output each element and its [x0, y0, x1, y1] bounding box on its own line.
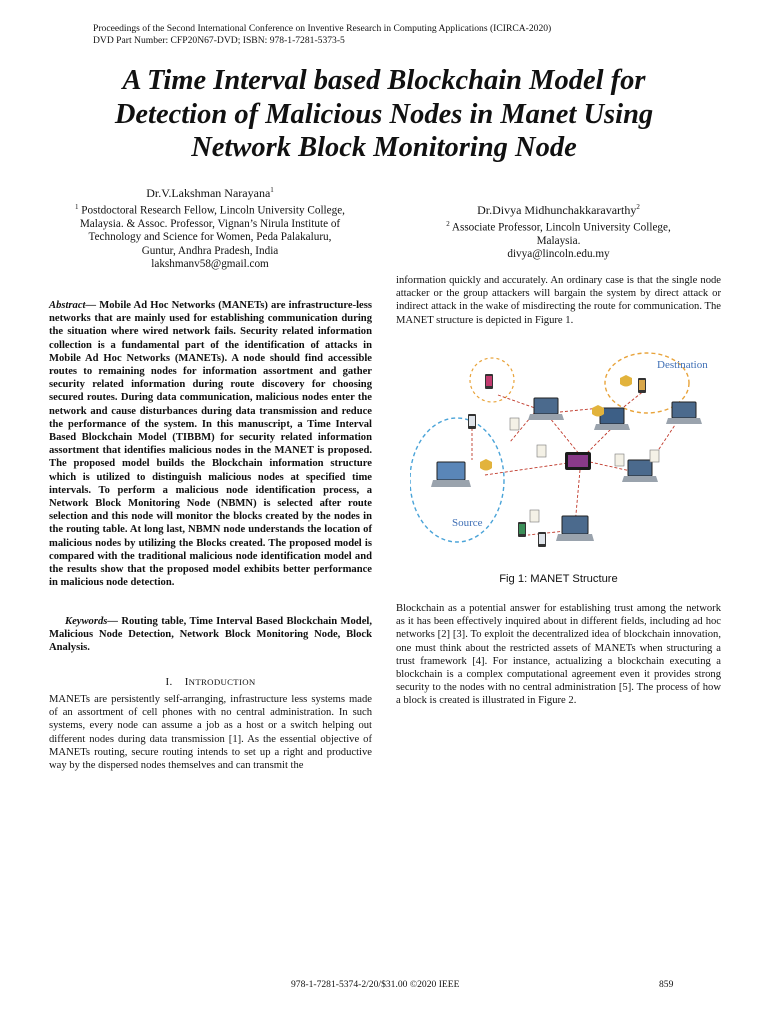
- phone-icon: [468, 414, 476, 429]
- phone-icon: [538, 532, 546, 547]
- author-2-name: Dr.Divya Midhunchakkaravarthy$^2$: [477, 203, 640, 217]
- phone-icon: [485, 374, 493, 389]
- paper-title: [40, 64, 728, 165]
- abstract: [49, 299, 372, 589]
- introduction-text: MANETs are persistently self-arranging, infrastructure less systems made of an assortment of cell phones with no central administration. In such systems, every node can assume a job as a host or a switch helping out different nodes during data transmission [1]. As the essential objective of MANETs routing, secure routing intends to set up a right and productive way by the dispersed nodes themselves and can transmit the: [49, 694, 372, 772]
- laptop-icon: [431, 462, 471, 487]
- laptop-icon: [556, 516, 594, 541]
- right-column-paragraph-2: Blockchain as a potential answer for establishing trust among the network as it has been effectively inquired about in different fields, including ad hoc networks [2] [3]. To exploit the decentralized idea of blockchain innovation, one must think about the restricted assets of MANETs when structuring a trust framework [4]. For instance, actualizing a blockchain executing a blockchain is a complex computational agreement even it provides strong security to the nodes with no central administration [5]. The process of how a block is created is illustrated in Figure 2.: [396, 603, 721, 707]
- section-heading-introduction: I. INTRODUCTION: [165, 676, 256, 688]
- laptop-icon: [666, 402, 702, 424]
- header-line-2: DVD Part Number: CFP20N67-DVD; ISBN: 978-1-7281-5373-5: [93, 35, 345, 46]
- author-1-affiliation-4: Guntur, Andhra Pradesh, India: [141, 244, 279, 257]
- abstract-text: Mobile Ad Hoc Networks (MANETs) are infrastructure-less networks that are mainly used for establishing communication during the situation where wired network fails. Security related information collection is a fundamental part of the identification of attacks in Mobile Ad Hoc Networks (MANETs). A node should find accessible routes to remaining nodes for information assortment and gather security related information during route discovery for choosing secured routes. During data communication, malicious nodes enter the network and cause disturbances during data transmission and reduce the performance of the system. In this manuscript, a Time Interval Based Blockchain Model (TIBBM) for security related information assortment that identifies malicious nodes in the MANET is proposed. The proposed model builds the Blockchain information structure which is utilized to distinguish malicious nodes at specified time intervals. To perform a malicious node identification process, a Network Block Monitoring Node (NBMN) is selected after route selection and this node will monitor the blocks created by the nodes in the routing table. At long last, NBMN node understands the location of malicious nodes by utilizing the Blocks created. The proposed model is compared with the traditional malicious node identification model and the results show that the proposed model exhibits better performance in malicious node detection.: [49, 300, 372, 589]
- laptop-icon: [622, 460, 658, 482]
- author-2-email[interactable]: divya@lincoln.edu.my: [507, 248, 610, 261]
- footer-isbn: 978-1-7281-5374-2/20/$31.00 ©2020 IEEE: [291, 979, 460, 990]
- title-line-3: Network Block Monitoring Node: [191, 132, 577, 163]
- conference-header: [93, 23, 551, 47]
- author-1-affiliation-2: Malaysia. & Assoc. Professor, Vignan’s Nirula Institute of: [79, 217, 341, 230]
- title-line-2: Detection of Malicious Nodes in Manet Using: [114, 98, 654, 130]
- manet-structure-figure: [410, 350, 710, 565]
- destination-label: Destination: [657, 359, 708, 371]
- author-1-affiliation-1: $^1$ Postdoctoral Research Fellow, Lincoln University College,: [75, 202, 345, 217]
- author-2-affiliation-2: Malaysia.: [536, 234, 581, 247]
- right-column-paragraph-1: information quickly and accurately. An ordinary case is that the single node attacker or the group attackers will bargain the system by direct attack or indirect attack in the wake of misdirecting the route for communication. The MANET structure is depicted in Figure 1.: [396, 275, 721, 326]
- keywords: [49, 615, 372, 655]
- author-1-block: [40, 184, 380, 272]
- keywords-label: Keywords—: [65, 616, 118, 627]
- title-line-1: A Time Interval based Blockchain Model for: [122, 65, 646, 96]
- author-2-affiliation-1: $^2$ Associate Professor, Lincoln University College,: [446, 219, 671, 234]
- abstract-label: Abstract—: [49, 300, 97, 311]
- tablet-icon: [565, 452, 591, 470]
- author-1-name: Dr.V.Lakshman Narayana$^1$: [146, 186, 274, 200]
- keywords-text: Routing table, Time Interval Based Blockchain Model, Malicious Node Detection, Network Block Monitoring Node, Block Analysis.: [49, 616, 372, 654]
- laptop-icon: [528, 398, 564, 420]
- page-number: 859: [659, 979, 674, 990]
- header-line-1: Proceedings of the Second International Conference on Inventive Research in Computing Applications (ICIRCA-2020): [93, 23, 552, 34]
- author-1-affiliation-3: Technology and Science for Women, Peda Palakaluru,: [88, 231, 332, 244]
- phone-icon: [638, 378, 646, 393]
- author-2-block: [396, 201, 721, 262]
- figure-caption: Fig 1: MANET Structure: [499, 573, 618, 585]
- author-1-email[interactable]: lakshmanv58@gmail.com: [151, 258, 269, 271]
- phone-icon: [518, 522, 526, 537]
- source-label: Source: [452, 517, 483, 529]
